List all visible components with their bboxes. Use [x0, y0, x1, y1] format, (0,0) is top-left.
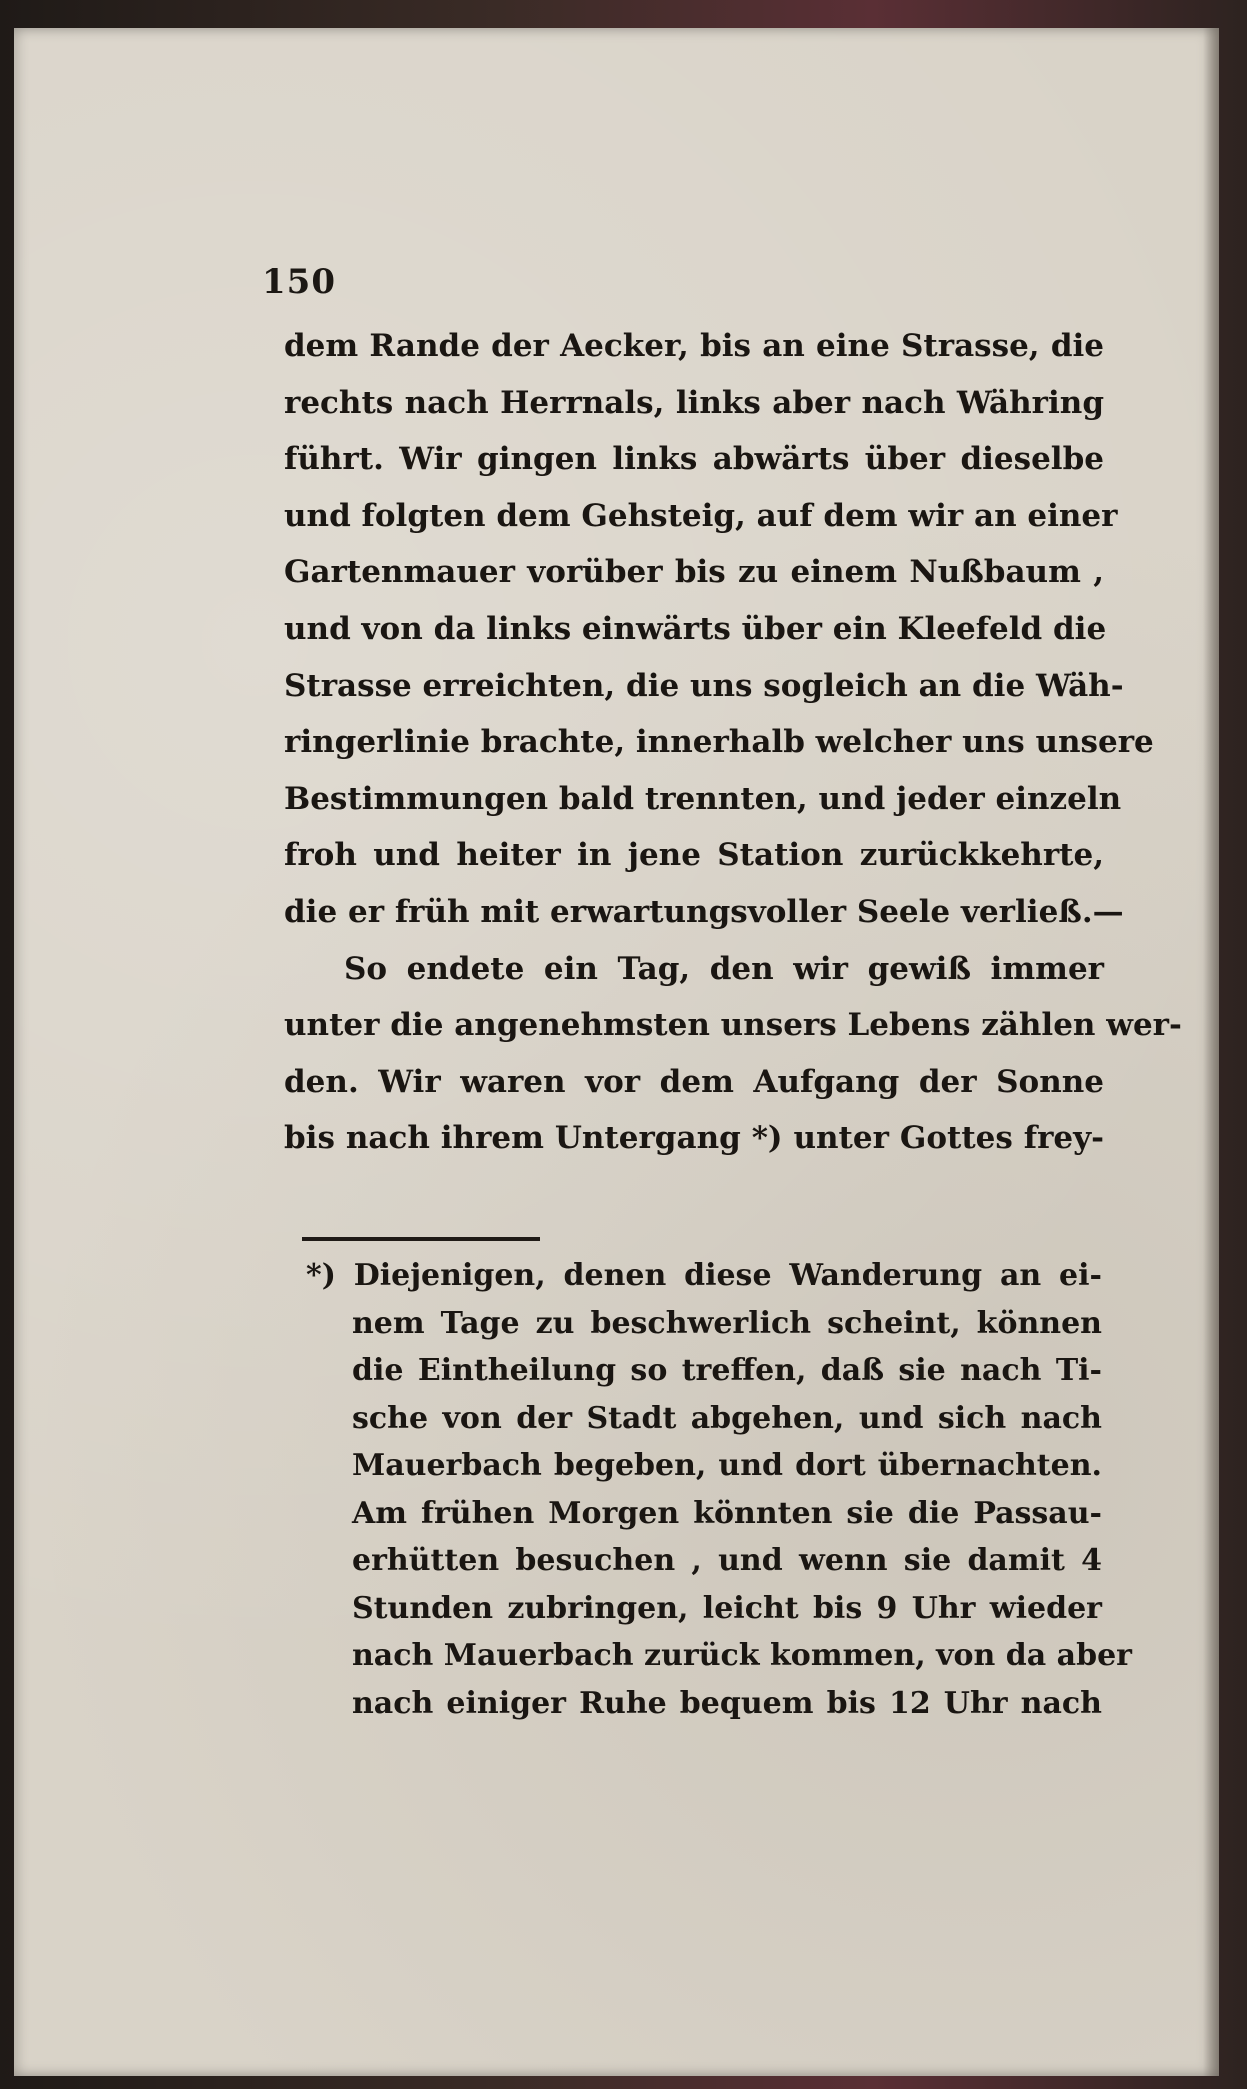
page-number: 150	[262, 262, 336, 302]
footnote-line: Am frühen Morgen könnten sie die Passau-	[352, 1495, 1102, 1531]
footnote-block	[306, 1252, 1132, 1727]
text-line-paragraph-start: So endete ein Tag, den wir gewiß immer	[344, 950, 1104, 987]
main-text-block	[284, 318, 1182, 1167]
text-line: Bestimmungen bald trennten, und jeder einzeln	[284, 780, 1122, 817]
footnote-line: *) Diejenigen, denen diese Wanderung an ei-	[306, 1258, 1102, 1293]
footnote-line: nem Tage zu beschwerlich scheint, können	[352, 1305, 1102, 1341]
text-line: froh und heiter in jene Station zurückkehrte,	[284, 837, 1104, 874]
text-line: Strasse erreichten, die uns sogleich an die Wäh-	[284, 667, 1124, 704]
text-line: rechts nach Herrnals, links aber nach Währing	[284, 384, 1104, 421]
footnote-line: erhütten besuchen , und wenn sie damit 4	[352, 1543, 1102, 1578]
text-line: unter die angenehmsten unsers Lebens zählen wer-	[284, 1007, 1182, 1044]
footnote-line: Mauerbach begeben, und dort übernachten.	[352, 1448, 1102, 1483]
text-line: und folgten dem Gehsteig, auf dem wir an einer	[284, 497, 1118, 534]
footnote-line: Stunden zubringen, leicht bis 9 Uhr wieder	[352, 1590, 1102, 1626]
page-edge-shadow	[1203, 28, 1219, 2076]
text-line: und von da links einwärts über ein Kleefeld die	[284, 610, 1107, 647]
footnote-separator-rule	[302, 1237, 540, 1241]
text-line: führt. Wir gingen links abwärts über dieselbe	[284, 441, 1104, 478]
footnote-line: nach einiger Ruhe bequem bis 12 Uhr nach	[352, 1685, 1102, 1721]
text-line: Gartenmauer vorüber bis zu einem Nußbaum ,	[284, 554, 1104, 591]
text-line: die er früh mit erwartungsvoller Seele verließ.—	[284, 893, 1124, 930]
footnote-line: sche von der Stadt abgehen, und sich nach	[352, 1400, 1102, 1436]
text-line: ringerlinie brachte, innerhalb welcher uns unsere	[284, 724, 1154, 761]
footnote-line: nach Mauerbach zurück kommen, von da aber	[352, 1638, 1132, 1673]
text-line: bis nach ihrem Untergang *) unter Gottes frey-	[284, 1120, 1104, 1157]
footnote-line: die Eintheilung so treffen, daß sie nach Ti-	[352, 1353, 1102, 1388]
text-line: dem Rande der Aecker, bis an eine Strasse, die	[284, 328, 1104, 364]
text-line: den. Wir waren vor dem Aufgang der Sonne	[284, 1063, 1104, 1100]
